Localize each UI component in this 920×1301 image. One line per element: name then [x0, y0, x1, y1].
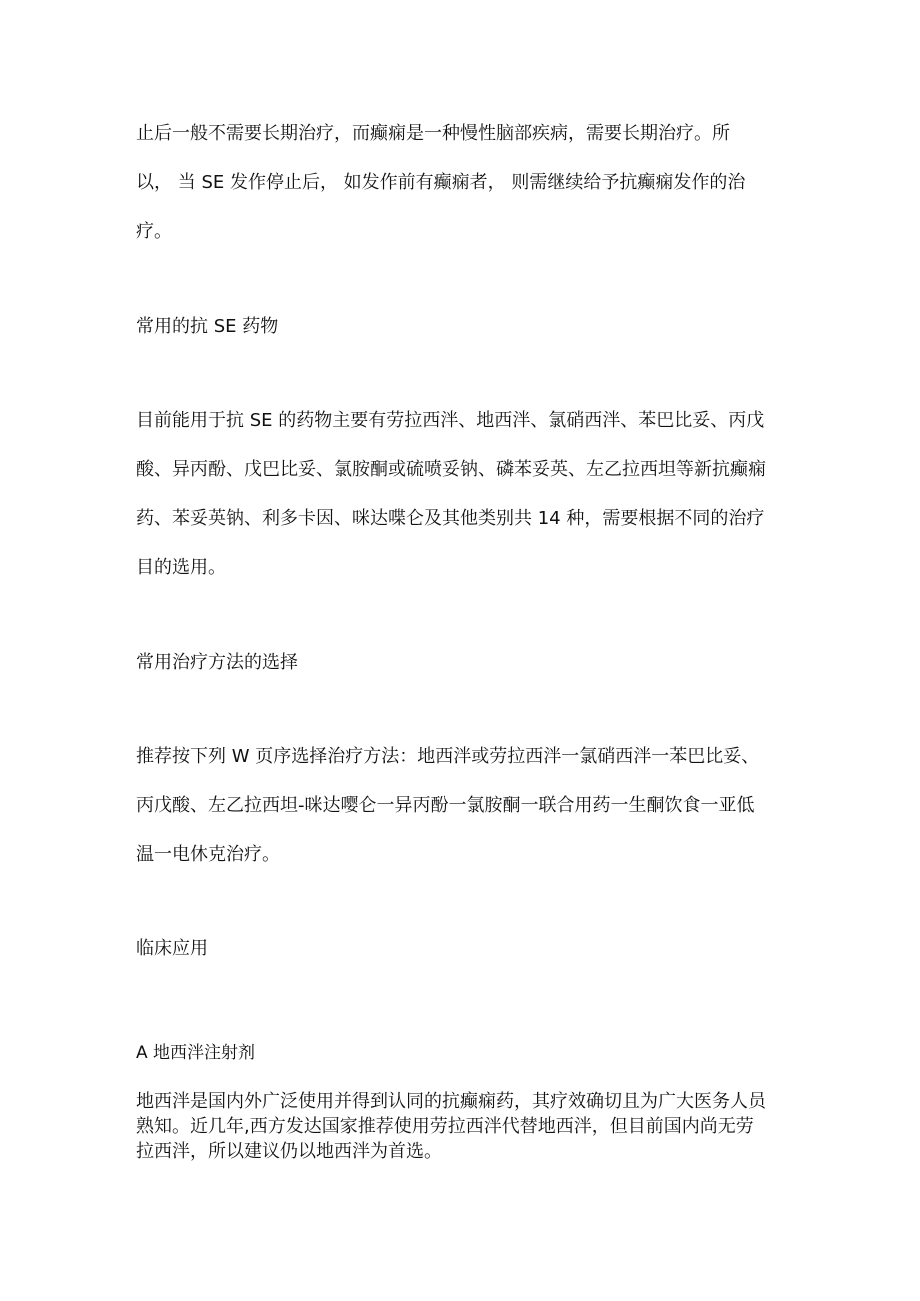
text-line: 拉西泮，所以建议仍以地西泮为首选。	[136, 1141, 442, 1162]
text-line: 目前能用于抗 SE 的药物主要有劳拉西泮、地西泮、氯硝西泮、苯巴比妥、丙戊	[136, 410, 765, 431]
heading-treatment-choice: 常用治疗方法的选择	[136, 652, 298, 673]
text-line: 药、苯妥英钠、利多卡因、咪达喋仑及其他类别共 14 种，需要根据不同的治疗	[136, 508, 765, 529]
text-line: 丙戊酸、左乙拉西坦-咪达嘤仑一异丙酚一氯胺酮一联合用药一生酮饮食一亚低	[136, 795, 755, 816]
text-line: 熟知。近几年,西方发达国家推荐使用劳拉西泮代替地西泮，但目前国内尚无劳	[136, 1116, 754, 1137]
text-line: 疗。	[136, 221, 172, 242]
heading-clinical-application: 临床应用	[136, 938, 208, 959]
text-line: 目的选用。	[136, 557, 226, 578]
paragraph-se-followup	[136, 122, 786, 244]
text-line: 温一电休克治疗。	[136, 844, 280, 865]
text-line: 推荐按下列 W 页序选择治疗方法：地西泮或劳拉西泮一氯硝西泮一苯巴比妥、	[136, 746, 760, 767]
text-line: 酸、异丙酚、戊巴比妥、氯胺酮或硫喷妥钠、磷苯妥英、左乙拉西坦等新抗癫痫	[136, 459, 766, 480]
paragraph-diazepam	[136, 1090, 786, 1164]
text-line: 以， 当 SE 发作停止后， 如发作前有癫痫者， 则需继续给予抗癫痫发作的治	[136, 172, 746, 193]
text-line: 地西泮是国内外广泛使用并得到认同的抗癫痫药，其疗效确切且为广大医务人员	[136, 1091, 766, 1112]
heading-common-drugs: 常用的抗 SE 药物	[136, 316, 279, 337]
subheading-diazepam-injection: A 地西泮注射剂	[136, 1043, 256, 1063]
paragraph-treatment-order	[136, 745, 786, 867]
text-line: 止后一般不需要长期治疗，而癫痫是一种慢性脑部疾病，需要长期治疗。所	[136, 123, 730, 144]
paragraph-drug-list	[136, 409, 786, 580]
